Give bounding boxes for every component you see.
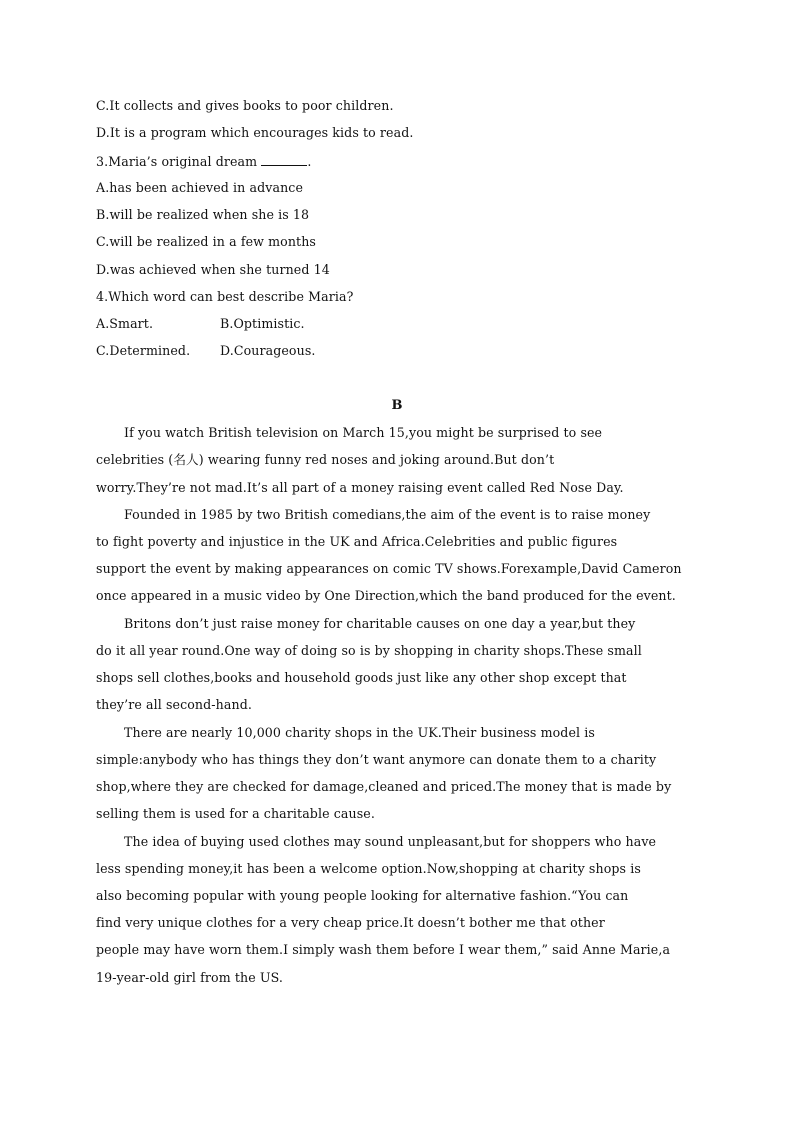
- q4-options-row-2: [96, 343, 315, 359]
- q4-stem: 4.Which word can best describe Maria?: [96, 289, 354, 304]
- passage-line: also becoming popular with young people looking for alternative fashion.“You can: [96, 888, 629, 903]
- passage-line: 19-year-old girl from the US.: [96, 970, 283, 985]
- q3-option-b: B.will be realized when she is 18: [96, 207, 310, 222]
- passage-line: Founded in 1985 by two British comedians,the aim of the event is to raise money: [124, 507, 651, 522]
- passage-line: people may have worn them.I simply wash them before I wear them,” said Anne Marie,a: [96, 942, 671, 957]
- q3-stem-end: .: [307, 154, 312, 169]
- passage-line: There are nearly 10,000 charity shops in the UK.Their business model is: [124, 725, 595, 740]
- q4-option-b: B.Optimistic.: [220, 316, 305, 331]
- passage-line: shop,where they are checked for damage,cleaned and priced.The money that is made by: [96, 779, 672, 794]
- passage-line: they’re all second-hand.: [96, 697, 252, 712]
- q4-option-d: D.Courageous.: [220, 343, 316, 358]
- passage-line: celebrities (名人) wearing funny red noses and joking around.But don’t: [96, 452, 555, 467]
- passage-line: less spending money,it has been a welcome option.Now,shopping at charity shops is: [96, 861, 641, 876]
- answer-blank: [261, 153, 307, 166]
- passage-line: selling them is used for a charitable cause.: [96, 806, 375, 821]
- passage-line: The idea of buying used clothes may sound unpleasant,but for shoppers who have: [124, 834, 657, 849]
- q3-option-a: A.has been achieved in advance: [96, 180, 304, 195]
- q4-option-c: C.Determined.: [96, 343, 191, 358]
- section-heading: B: [391, 398, 403, 413]
- passage-line: support the event by making appearances on comic TV shows.Forexample,David Cameron: [96, 561, 682, 576]
- q2-option-d: D.It is a program which encourages kids to read.: [96, 125, 414, 140]
- passage-line: to fight poverty and injustice in the UK and Africa.Celebrities and public figures: [96, 534, 618, 549]
- passage-line: once appeared in a music video by One Direction,which the band produced for the event.: [96, 588, 676, 603]
- q3-stem: [96, 153, 311, 170]
- passage-line: do it all year round.One way of doing so is by shopping in charity shops.These small: [96, 643, 642, 658]
- passage-line: shops sell clothes,books and household goods just like any other shop except that: [96, 670, 627, 685]
- passage-line: Britons don’t just raise money for charitable causes on one day a year,but they: [124, 616, 636, 631]
- passage-line: simple:anybody who has things they don’t want anymore can donate them to a charity: [96, 752, 657, 767]
- q2-option-c: C.It collects and gives books to poor children.: [96, 98, 394, 113]
- q3-option-c: C.will be realized in a few months: [96, 234, 316, 249]
- q3-stem-text: 3.Maria’s original dream: [96, 154, 262, 169]
- q3-option-d: D.was achieved when she turned 14: [96, 262, 330, 277]
- passage-line: find very unique clothes for a very cheap price.It doesn’t bother me that other: [96, 915, 605, 930]
- passage-line: worry.They’re not mad.It’s all part of a money raising event called Red Nose Day.: [96, 480, 624, 495]
- q4-option-a: A.Smart.: [96, 316, 154, 331]
- q4-options-row-1: [96, 316, 305, 332]
- passage-line: If you watch British television on March 15,you might be surprised to see: [124, 425, 603, 440]
